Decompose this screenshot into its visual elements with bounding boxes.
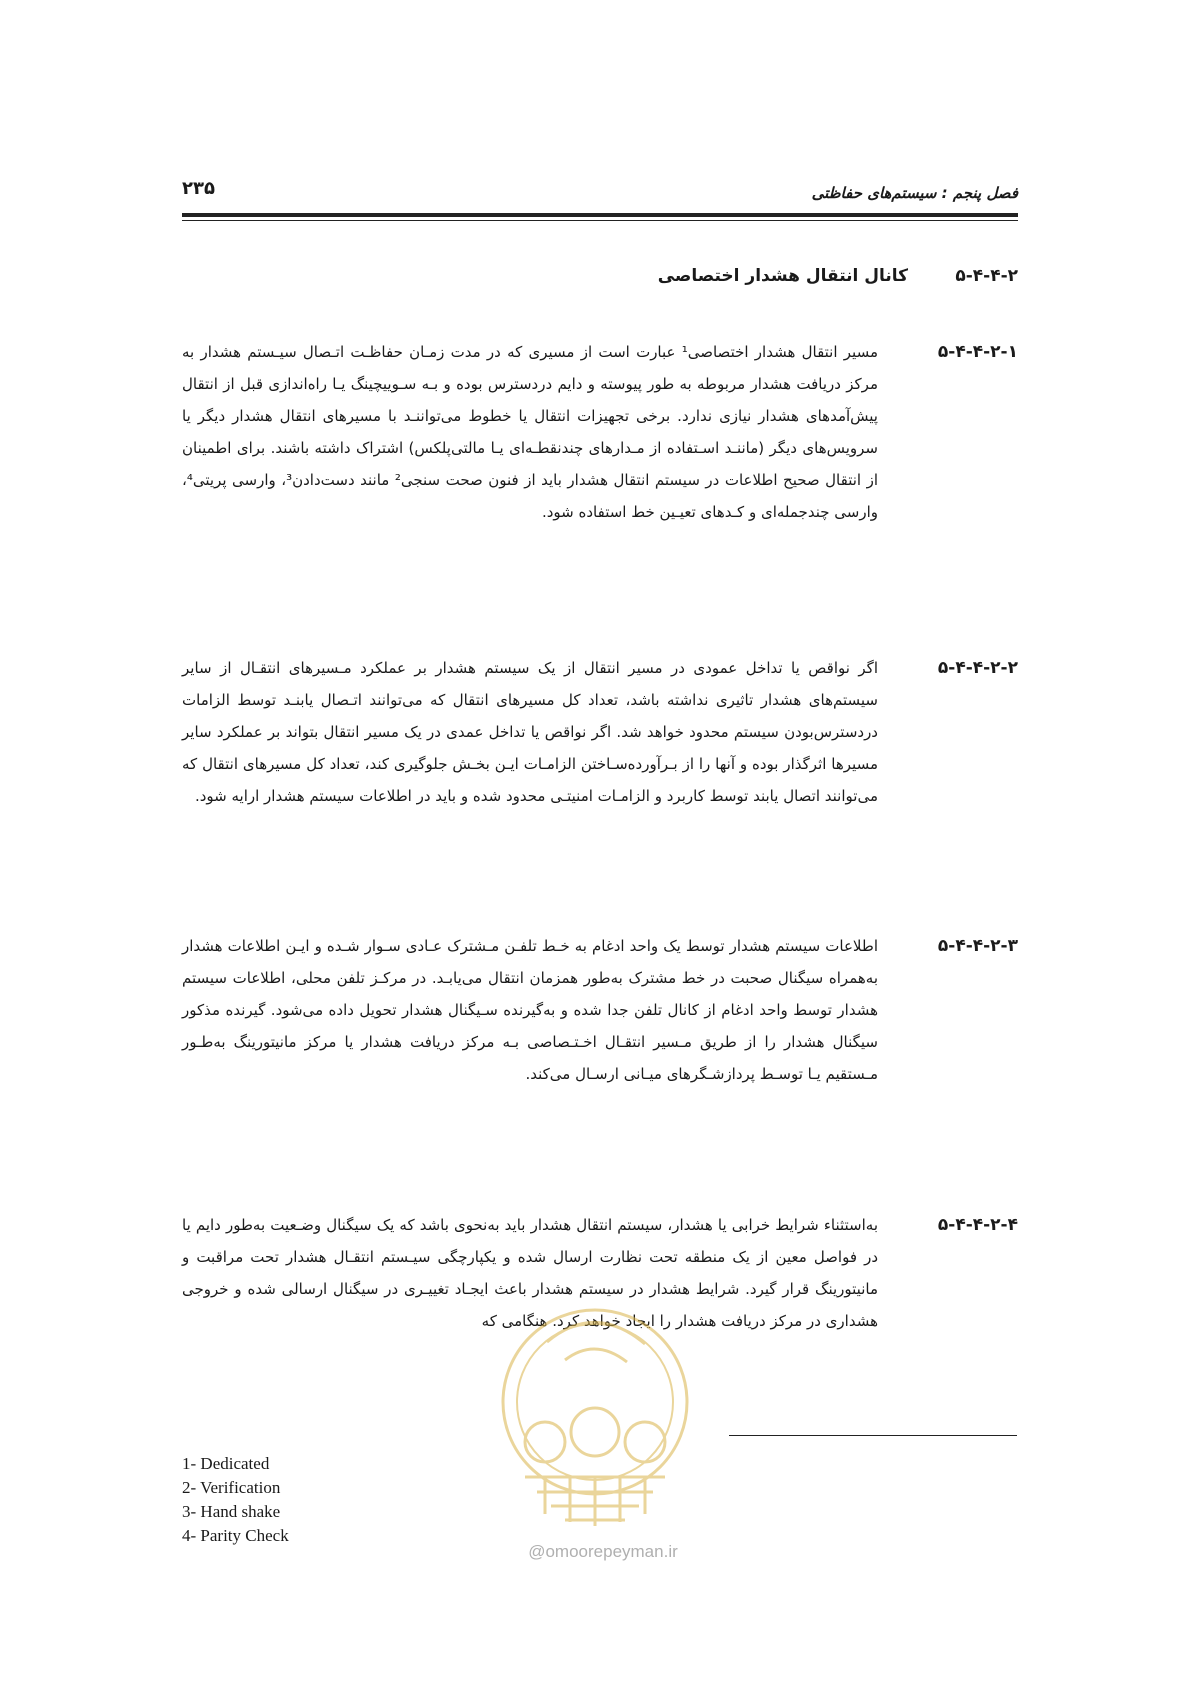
chapter-title: فصل پنجم : سیستم‌های حفاظتی [811, 184, 1018, 202]
paragraph-number: ۵-۴-۴-۲-۲ [937, 658, 1018, 678]
footnote-item: 3- Hand shake [182, 1502, 281, 1521]
watermark-logo-icon [485, 1282, 705, 1568]
paragraph-text: اطلاعات سیستم هشدار توسط یک واحد ادغام به خـط تلفـن مـشترک عـادی سـوار شـده و ایـن اطلاعات هشدار به‌همراه سیگنال صحبت در خط مشترک به‌طور همزمان انتقال می‌یابـد. در مرکـز تلفن محلی، اطلاعات سیستم هشدار توسط واحد ادغام از کانال تلفن جدا شده و به‌گیرنده سـیگنال هشدار تحویل داده می‌شود. گیرنده مذکور سیگنال هشدار را از طریق مـسیر انتقـال اخـتـصاصی بـه مرکز دریافت هشدار یا مرکز مانیتورینگ به‌طـور مـستقیم یـا توسـط پردازشـگرهای میـانی ارسـال می‌کند. [182, 937, 878, 1083]
paragraph-number: ۵-۴-۴-۲-۳ [937, 936, 1018, 956]
paragraph [182, 652, 1018, 812]
section-heading [658, 266, 1018, 286]
page-number: ۲۳۵ [182, 178, 215, 199]
footnote-item: 1- Dedicated [182, 1454, 270, 1473]
paragraph-text: اگر نواقص یا تداخل عمودی در مسیر انتقال از یک سیستم هشدار بر عملکرد مـسیرهای انتقـال از سایر سیستم‌های هشدار تاثیری نداشته باشد، تعداد کل مسیرهای انتقال که می‌توانند اتـصال یابنـد توسط الزامات دردسترس‌بودن سیستم محدود خواهد شد. اگر نواقص یا تداخل عمدی در یک مسیر انتقال بتواند بر عملکرد سایر مسیرها اثرگذار بوده و آنها را از بـرآورده‌سـاختن الزامـات ایـن بخـش جلوگیری کند، تعداد کل مسیرهای انتقال که می‌توانند اتصال یابند توسط کاربرد و الزامـات امنیتـی محدود شده و باید در اطلاعات سیستم هشدار ارایه شود. [182, 659, 878, 805]
paragraph [182, 930, 1018, 1090]
footnote-item: 4- Parity Check [182, 1526, 289, 1545]
footnotes [182, 1452, 289, 1548]
paragraph-text: به‌استثناء شرایط خرابی یا هشدار، سیستم انتقال هشدار باید به‌نحوی باشد که یک سیگنال وضـعیت به‌طور دایم یا در فواصل معین از یک منطقه تحت نظارت ارسال شده و یکپارچگی سیـستم انتقـال هشدار تحت مراقبت و مانیتورینگ قرار گیرد. شرایط هشدار در سیستم هشدار باعث ایجـاد تغییـری در سیگنال ارسالی شده و خروجی هشداری در مرکز دریافت هشدار را ایجاد خواهد کرد. هنگامی که [182, 1216, 878, 1330]
header-rule-thick [182, 213, 1018, 217]
paragraph-number: ۵-۴-۴-۲-۴ [937, 1215, 1018, 1235]
section-number: ۵-۴-۴-۲ [955, 266, 1018, 286]
paragraph-number: ۵-۴-۴-۲-۱ [937, 342, 1018, 362]
header-rule-thin [182, 220, 1018, 221]
section-title: کانال انتقال هشدار اختصاصی [657, 266, 909, 286]
paragraph-text: مسیر انتقال هشدار اختصاصی¹ عبارت است از مسیری که در مدت زمـان حفاظـت اتـصال سیـستم هشدار به مرکز دریافت هشدار مربوطه به طور پیوسته و دایم دردسترس بوده و بـه سـوییچینگ یـا راه‌اندازی قبل از انتقال پیش‌آمدهای هشدار نیازی ندارد. برخی تجهیزات انتقال یا خطوط می‌تواننـد با مسیرهای انتقال هشدار دیگر یا سرویس‌های دیگر (ماننـد اسـتفاده از مـدارهای چندنقطـه‌ای یـا مالتی‌پلکس) اشتراک داشته باشند. برای اطمینان از انتقال صحیح اطلاعات در سیستم انتقال هشدار باید از فنون صحت سنجی² مانند دست‌دادن³، وارسی پریتی⁴، وارسی چندجمله‌ای و کـدهای تعیـین خط استفاده شود. [182, 343, 878, 521]
paragraph [182, 336, 1018, 528]
footnote-rule [729, 1435, 1017, 1436]
watermark-text: @omoorepeyman.ir [528, 1542, 678, 1561]
footnote-item: 2- Verification [182, 1478, 281, 1497]
